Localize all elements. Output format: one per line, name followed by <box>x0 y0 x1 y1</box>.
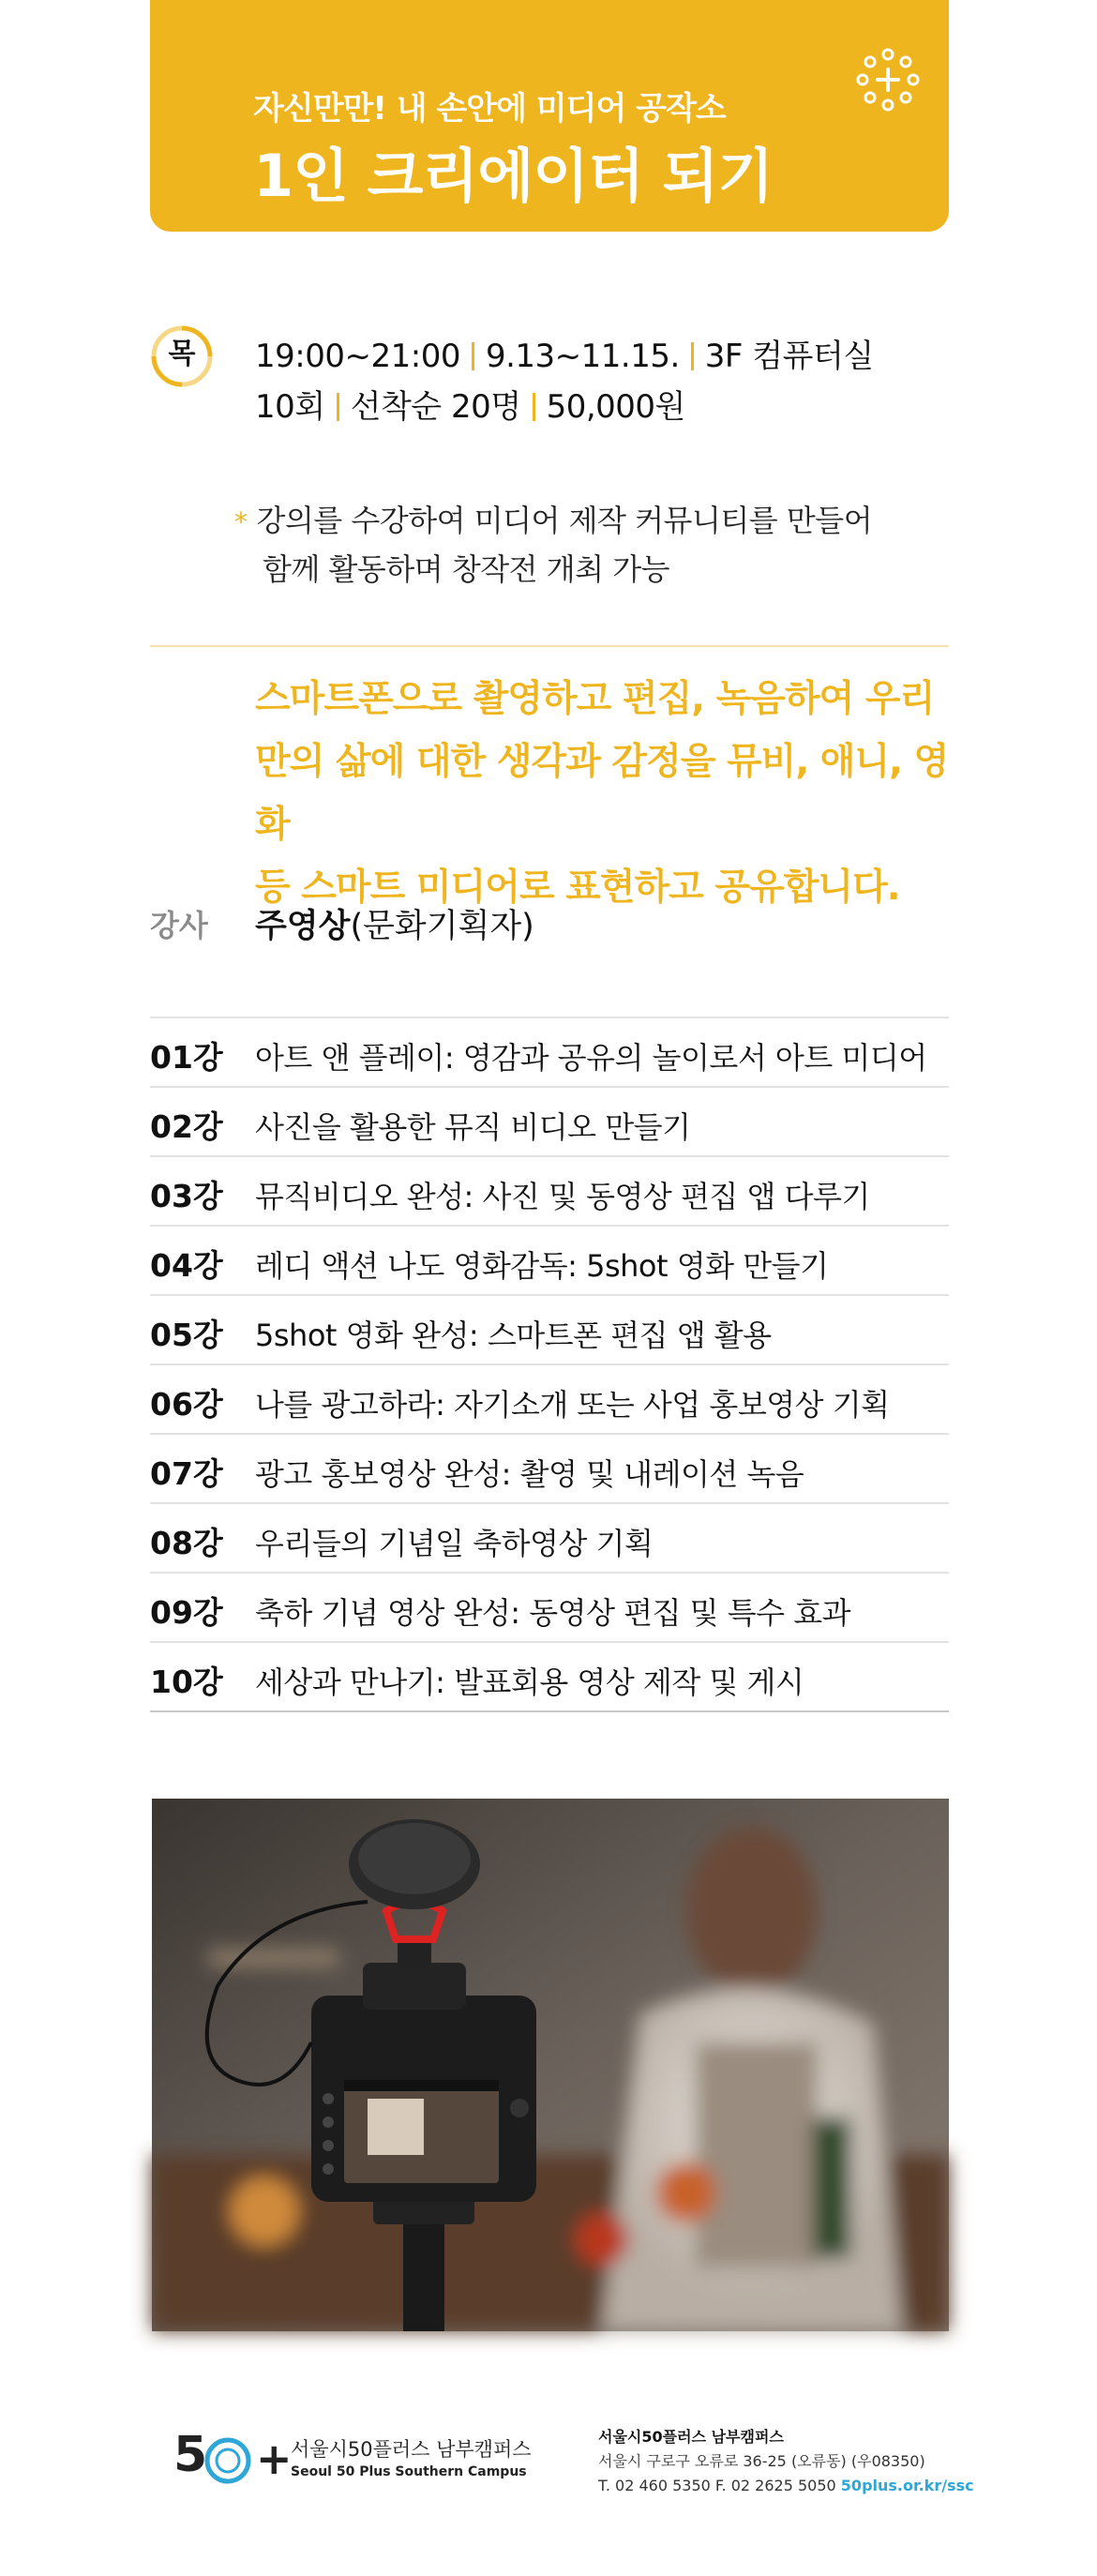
note-line-1: * 강의를 수강하여 미디어 제작 커뮤니티를 만들어 <box>234 503 873 538</box>
address-org: 서울시50플러스 남부캠퍼스 <box>598 2428 784 2446</box>
class-time: 19:00~21:00 <box>255 338 460 375</box>
address-phone: T. 02 460 5350 F. 02 2625 5050 <box>598 2477 836 2494</box>
logo-number: 5 <box>173 2427 208 2483</box>
instructor-role: (문화기획자) <box>350 908 534 945</box>
schedule-line-1 <box>255 330 874 376</box>
logo-ring-icon <box>202 2433 293 2489</box>
asterisk-mark: * <box>234 506 248 537</box>
lesson-title: 5shot 영화 완성: 스마트폰 편집 앱 활용 <box>255 1318 772 1353</box>
list-item <box>150 1435 949 1504</box>
schedule-line-2 <box>255 381 685 427</box>
list-item <box>150 1296 949 1365</box>
description-line-2: 만의 삶에 대한 생각과 감정을 뮤비, 애니, 영화 <box>255 741 949 846</box>
lesson-number: 08강 <box>150 1525 223 1561</box>
section-divider <box>150 645 949 647</box>
lesson-number: 06강 <box>150 1386 223 1423</box>
banner-subtitle: 자신만만! 내 손안에 미디어 공작소 <box>253 90 726 128</box>
header-banner <box>150 0 949 232</box>
lesson-title: 우리들의 기념일 축하영상 기획 <box>255 1526 654 1561</box>
lesson-title: 레디 액션 나도 영화감독: 5shot 영화 만들기 <box>255 1248 829 1284</box>
list-item <box>150 1504 949 1574</box>
address-street: 서울시 구로구 오류로 36-25 (오류동) (우08350) <box>598 2452 925 2470</box>
org-name-en: Seoul 50 Plus Southern Campus <box>291 2464 527 2479</box>
class-capacity: 선착순 20명 <box>350 388 521 426</box>
list-item <box>150 1227 949 1296</box>
separator <box>472 342 474 370</box>
list-item <box>150 1643 949 1712</box>
instructor-name: 주영상 <box>255 908 351 945</box>
note-line-2: 함께 활동하며 창작전 개최 가능 <box>263 551 670 587</box>
lesson-title: 아트 앤 플레이: 영감과 공유의 놀이로서 아트 미디어 <box>255 1040 927 1076</box>
separator <box>691 342 694 370</box>
list-item <box>150 1365 949 1435</box>
course-note <box>234 497 872 593</box>
camera-photo <box>152 1799 949 2331</box>
lesson-title: 축하 기념 영상 완성: 동영상 편집 및 특수 효과 <box>255 1595 851 1631</box>
class-sessions: 10회 <box>255 388 325 426</box>
separator <box>337 393 339 421</box>
lesson-number: 02강 <box>150 1108 223 1145</box>
instructor-info <box>255 900 534 947</box>
lesson-number: 03강 <box>150 1178 223 1214</box>
camera-illustration <box>152 1799 949 2331</box>
class-period: 9.13~11.15. <box>485 338 680 375</box>
logo-plus: + <box>256 2433 293 2484</box>
instructor-label: 강사 <box>150 908 208 943</box>
banner-title: 1인 크리에이터 되기 <box>253 142 774 210</box>
separator <box>533 393 535 421</box>
day-label: 목 <box>168 338 196 370</box>
course-description <box>255 668 949 919</box>
lesson-list <box>150 1017 949 1712</box>
class-fee: 50,000원 <box>546 388 685 426</box>
lesson-number: 05강 <box>150 1317 223 1353</box>
org-name-ko: 서울시50플러스 남부캠퍼스 <box>291 2438 532 2461</box>
lesson-number: 01강 <box>150 1039 223 1076</box>
address-contact <box>598 2474 974 2498</box>
lesson-title: 사진을 활용한 뮤직 비디오 만들기 <box>255 1109 691 1145</box>
lesson-title: 광고 홍보영상 완성: 촬영 및 내레이션 녹음 <box>255 1456 804 1492</box>
list-item <box>150 1018 949 1088</box>
website-link[interactable]: 50plus.or.kr/ssc <box>840 2477 974 2494</box>
lesson-number: 04강 <box>150 1247 223 1284</box>
lesson-number: 09강 <box>150 1594 223 1631</box>
day-badge <box>150 324 214 388</box>
list-item <box>150 1574 949 1643</box>
list-item <box>150 1088 949 1157</box>
description-line-1: 스마트폰으로 촬영하고 편집, 녹음하여 우리 <box>255 678 935 720</box>
plus-dots-icon <box>855 47 921 113</box>
lesson-title: 나를 광고하라: 자기소개 또는 사업 홍보영상 기획 <box>255 1387 890 1423</box>
lesson-title: 뮤직비디오 완성: 사진 및 동영상 편집 앱 다루기 <box>255 1179 870 1214</box>
list-item <box>150 1157 949 1227</box>
footer-address <box>598 2425 974 2498</box>
class-room: 3F 컴퓨터실 <box>704 338 874 375</box>
description-line-3: 등 스마트 미디어로 표현하고 공유합니다. <box>255 866 900 909</box>
lesson-number: 07강 <box>150 1455 223 1492</box>
lesson-number: 10강 <box>150 1664 223 1700</box>
lesson-title: 세상과 만나기: 발표회용 영상 제작 및 게시 <box>255 1665 804 1700</box>
